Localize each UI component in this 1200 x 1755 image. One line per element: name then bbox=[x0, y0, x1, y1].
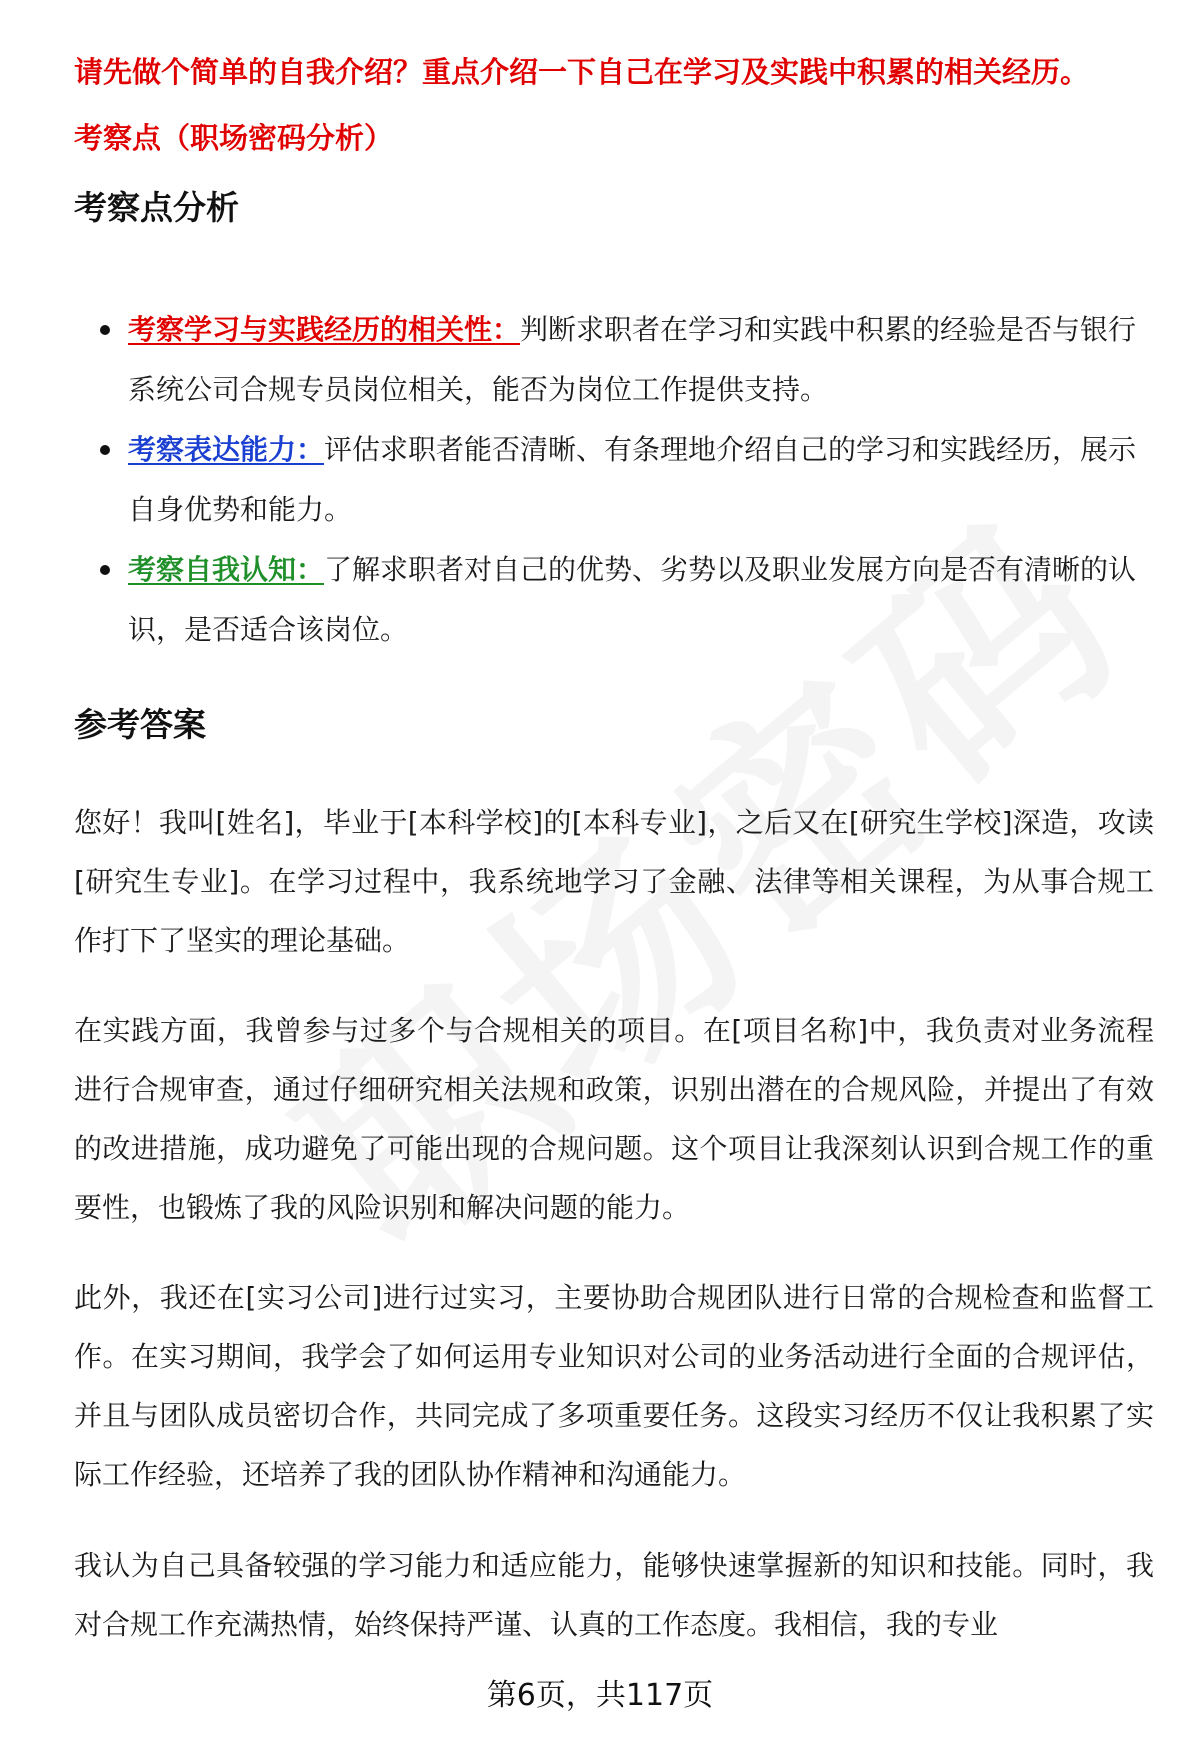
page-number: 第6页，共117页 bbox=[486, 1678, 714, 1713]
answer-paragraph: 在实践方面，我曾参与过多个与合规相关的项目。在[项目名称]中，我负责对业务流程进行合规审查，通过仔细研究相关法规和政策，识别出潜在的合规风险，并提出了有效的改进措施，成功避免了可能出现的合规问题。这个项目让我深刻认识到合规工作的重要性，也锻炼了我的风险识别和解决问题的能力。 bbox=[74, 1014, 1154, 1224]
list-item bbox=[74, 540, 1154, 660]
answer-heading: 参考答案 bbox=[74, 705, 206, 744]
analysis-text: 了解求职者对自己的优势、劣势以及职业发展方向是否有清晰的认识，是否适合该岗位。 bbox=[128, 553, 1137, 646]
list-item bbox=[74, 420, 1154, 540]
analysis-keyword: 考察自我认知： bbox=[128, 553, 325, 586]
question-subtitle: 考察点（职场密码分析） bbox=[74, 121, 394, 155]
answer-paragraph: 此外，我还在[实习公司]进行过实习，主要协助合规团队进行日常的合规检查和监督工作。在实习期间，我学会了如何运用专业知识对公司的业务活动进行全面的合规评估，并且与团队成员密切合作，共同完成了多项重要任务。这段实习经历不仅让我积累了实际工作经验，还培养了我的团队协作精神和沟通能力。 bbox=[74, 1281, 1154, 1491]
list-item bbox=[74, 300, 1154, 420]
analysis-text: 判断求职者在学习和实践中积累的经验是否与银行系统公司合规专员岗位相关，能否为岗位工作提供支持。 bbox=[128, 313, 1137, 406]
answer-paragraph: 我认为自己具备较强的学习能力和适应能力，能够快速掌握新的知识和技能。同时，我对合规工作充满热情，始终保持严谨、认真的工作态度。我相信，我的专业 bbox=[74, 1549, 1154, 1641]
analysis-heading: 考察点分析 bbox=[74, 188, 239, 227]
analysis-list bbox=[74, 300, 1154, 660]
answer-paragraph: 您好！我叫[姓名]，毕业于[本科学校]的[本科专业]，之后又在[研究生学校]深造，攻读[研究生专业]。在学习过程中，我系统地学习了金融、法律等相关课程，为从事合规工作打下了坚实的理论基础。 bbox=[74, 806, 1154, 957]
analysis-keyword: 考察学习与实践经历的相关性： bbox=[128, 313, 521, 346]
analysis-text: 评估求职者能否清晰、有条理地介绍自己的学习和实践经历，展示自身优势和能力。 bbox=[128, 433, 1137, 526]
analysis-keyword: 考察表达能力： bbox=[128, 433, 325, 466]
question-title: 请先做个简单的自我介绍？重点介绍一下自己在学习及实践中积累的相关经历。 bbox=[74, 55, 1090, 89]
